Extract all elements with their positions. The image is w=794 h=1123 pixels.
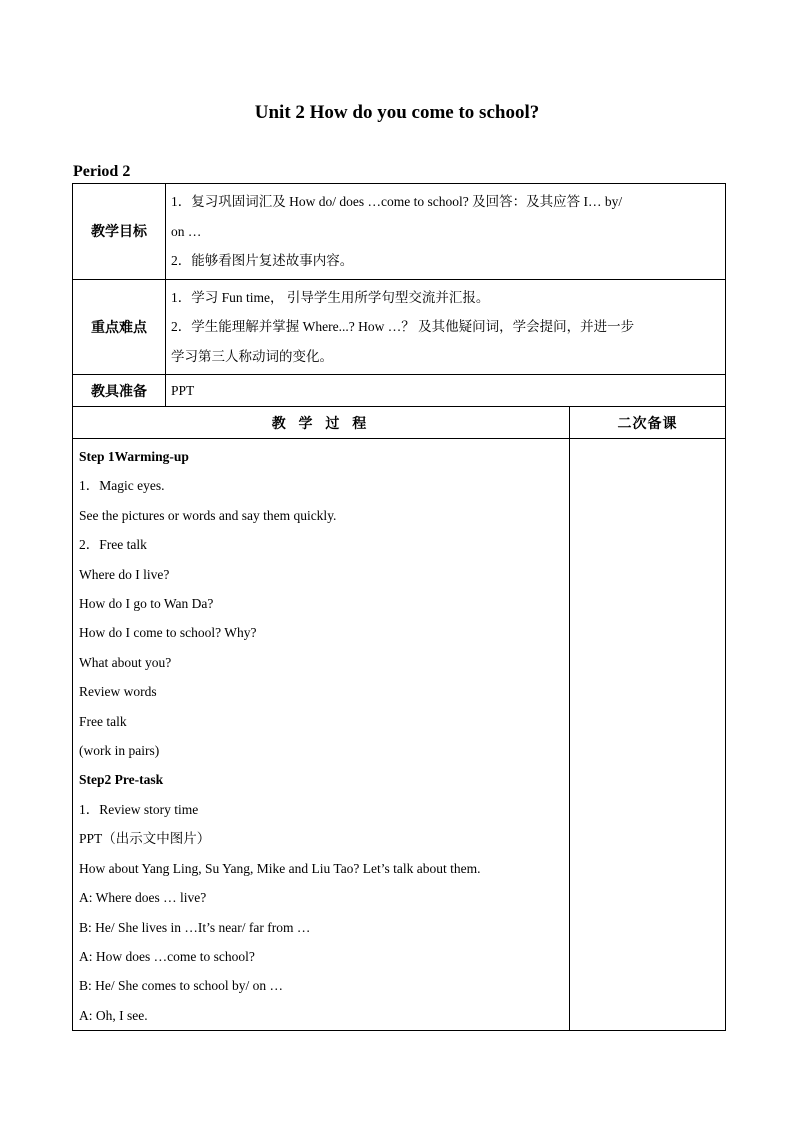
- goal-line: 2．能够看图片复述故事内容。: [171, 253, 354, 268]
- process-line: How about Yang Ling, Su Yang, Mike and Liu Tao? Let’s talk about them.: [79, 860, 481, 876]
- process-line: Where do I live?: [79, 566, 170, 582]
- process-line: A: Oh, I see.: [79, 1007, 148, 1023]
- process-line: A: Where does … live?: [79, 890, 207, 906]
- process-line: (work in pairs): [79, 743, 160, 759]
- process-line: 2．Free talk: [79, 537, 147, 553]
- process-line: What about you?: [79, 654, 172, 670]
- materials-value: PPT: [166, 375, 726, 407]
- key-points-label: 重点难点: [73, 279, 166, 375]
- teaching-process-header: 教 学 过 程: [73, 407, 570, 439]
- process-line: Free talk: [79, 713, 127, 729]
- document-title: Unit 2 How do you come to school?: [254, 102, 540, 123]
- key-point-line: 2．学生能理解并掌握 Where...? How …？ 及其他疑问词，学会提问，并进一步: [171, 319, 635, 334]
- goal-line: on …: [171, 223, 202, 239]
- lesson-plan-table: [72, 183, 726, 1031]
- process-line: B: He/ She lives in …It’s near/ far from …: [79, 919, 311, 935]
- materials-label: 教具准备: [73, 375, 166, 407]
- process-line: 1．Review story time: [79, 801, 199, 817]
- process-line: Review words: [79, 684, 157, 700]
- process-body-row: [73, 439, 726, 1031]
- period-heading: Period 2: [73, 163, 131, 180]
- teaching-goals-content: [166, 184, 726, 280]
- goal-line: 1．复习巩固词汇及 How do/ does …come to school? 及回答：及其应答 I… by/: [171, 194, 623, 209]
- process-line: PPT（出示文中图片）: [79, 831, 211, 847]
- step-heading: Step 1Warming-up: [79, 449, 189, 464]
- secondary-prep-content: [570, 439, 726, 1031]
- process-line: A: How does …come to school?: [79, 948, 255, 964]
- key-points-row: [73, 279, 726, 375]
- teaching-process-content: [73, 439, 570, 1031]
- key-point-line: 1．学习 Fun time， 引导学生用所学句型交流并汇报。: [171, 289, 490, 305]
- materials-row: [73, 375, 726, 407]
- step-heading: Step2 Pre-task: [79, 772, 164, 788]
- process-line: 1．Magic eyes.: [79, 478, 165, 494]
- process-line: How do I go to Wan Da?: [79, 596, 214, 612]
- teaching-goals-label: 教学目标: [73, 184, 166, 280]
- teaching-goals-row: [73, 184, 726, 280]
- process-line: B: He/ She comes to school by/ on …: [79, 978, 283, 994]
- key-points-content: [166, 279, 726, 375]
- secondary-prep-header: 二次备课: [570, 407, 726, 439]
- process-line: See the pictures or words and say them quickly.: [79, 507, 337, 523]
- process-header-row: [73, 407, 726, 439]
- process-line: How do I come to school? Why?: [79, 625, 257, 641]
- key-point-line: 学习第三人称动词的变化。: [171, 348, 333, 364]
